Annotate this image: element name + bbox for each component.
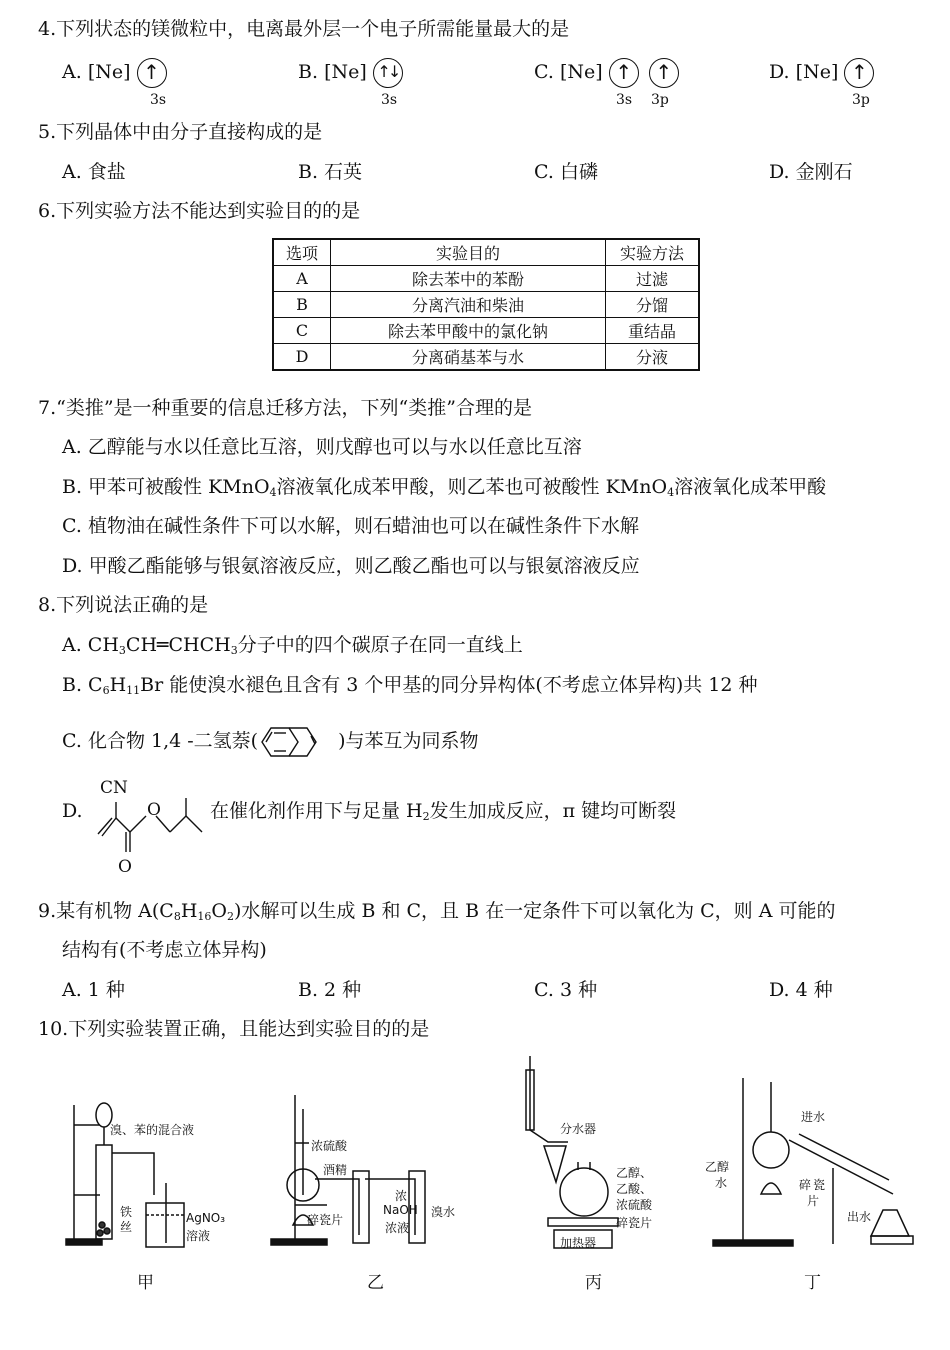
apparatus-label: 加热器	[560, 1236, 597, 1250]
option-label: A.	[62, 61, 82, 83]
q5-option-b[interactable]: B. 石英	[298, 161, 363, 183]
apparatus-label: 分水器	[560, 1122, 597, 1136]
text: )水解可以生成 B 和 C，且 B 在一定条件下可以氧化为 C，则 A 可能的	[234, 900, 836, 922]
q7-option-b[interactable]	[62, 474, 826, 500]
text: 溶液氧化成苯甲酸	[674, 476, 827, 498]
distillation-apparatus-icon	[703, 1068, 921, 1250]
cyano-label: CN	[100, 778, 128, 798]
q5-option-a[interactable]: A. 食盐	[62, 161, 126, 183]
text: 发生加成反应，π 键均可断裂	[429, 800, 677, 822]
apparatus-yi	[265, 1075, 480, 1250]
option-label: D.	[769, 61, 790, 83]
q8-option-b[interactable]	[62, 672, 758, 698]
option-label: C.	[534, 61, 554, 83]
q4-option-a[interactable]	[62, 58, 167, 88]
apparatus-label: 碎	[799, 1178, 812, 1192]
q4-stem: 4.下列状态的镁微粒中，电离最外层一个电子所需能量最大的是	[38, 18, 570, 40]
q8-option-d-text[interactable]	[210, 798, 676, 824]
text: 溶液氧化成苯甲酸，则乙苯也可被酸性 KMnO	[276, 476, 668, 498]
table-cell: C	[273, 318, 331, 344]
apparatus-label: 铁	[120, 1205, 133, 1219]
q4-option-d[interactable]	[769, 58, 874, 88]
table-cell: D	[273, 344, 331, 371]
orbital-box: ↑	[137, 58, 167, 88]
q4-option-b[interactable]	[298, 58, 403, 88]
experiment-table	[272, 238, 700, 371]
ethylene-apparatus-icon	[265, 1075, 480, 1250]
apparatus-label: 进水	[801, 1110, 826, 1124]
option-label: B.	[298, 61, 319, 83]
text: H	[180, 900, 198, 922]
table-header: 实验目的	[331, 239, 606, 266]
dihydronaphthalene-structure-icon	[258, 724, 338, 760]
table-header: 选项	[273, 239, 331, 266]
apparatus-label: 浓硫酸	[311, 1139, 348, 1153]
apparatus-label: 溶液	[186, 1229, 211, 1243]
ester-oxygen-label: O	[147, 800, 161, 820]
table-row	[273, 344, 699, 371]
q7-stem: 7.“类推”是一种重要的信息迁移方法，下列“类推”合理的是	[38, 397, 532, 419]
orbital-box: ↑	[649, 58, 679, 88]
q4-option-c[interactable]	[534, 58, 679, 88]
subscript: 8	[173, 910, 181, 923]
carbonyl-oxygen-label: O	[118, 857, 132, 877]
q6-stem: 6.下列实验方法不能达到实验目的的是	[38, 200, 361, 222]
apparatus-label: 乙酸、	[616, 1182, 653, 1196]
q8-option-d-label[interactable]: D.	[62, 800, 83, 822]
table-cell: 过滤	[606, 266, 700, 292]
text: H	[109, 674, 127, 696]
subscript: 4	[269, 486, 277, 499]
orbital-label: 3s	[150, 92, 167, 108]
apparatus-label: 瓷	[813, 1178, 826, 1192]
table-cell: 分离汽油和柴油	[331, 292, 606, 318]
apparatus-label: 浓硫酸	[616, 1198, 653, 1212]
apparatus-label: 溴水	[431, 1205, 456, 1219]
orbital-label: 3p	[852, 92, 870, 108]
text: A. CH	[62, 634, 119, 656]
q5-stem: 5.下列晶体中由分子直接构成的是	[38, 121, 323, 143]
table-cell: 除去苯中的苯酚	[331, 266, 606, 292]
q9-option-c[interactable]: C. 3 种	[534, 979, 598, 1001]
q9-option-a[interactable]: A. 1 种	[62, 979, 125, 1001]
noble-core: [Ne]	[87, 61, 131, 83]
q9-stem	[38, 898, 835, 924]
table-cell: A	[273, 266, 331, 292]
subscript: 2	[227, 910, 234, 923]
q5-option-d[interactable]: D. 金刚石	[769, 161, 853, 183]
apparatus-jia	[62, 1075, 242, 1250]
table-row	[273, 292, 699, 318]
text: C. 化合物 1,4 -二氢萘(	[62, 730, 259, 752]
text: B. 甲苯可被酸性 KMnO	[62, 476, 270, 498]
q8-option-c[interactable]	[62, 724, 479, 760]
apparatus-label: 碎瓷片	[616, 1216, 653, 1230]
text: )与苯互为同系物	[338, 730, 479, 752]
noble-core: [Ne]	[795, 61, 839, 83]
orbital-label: 3s	[616, 92, 633, 108]
text: 9.某有机物 A(C	[38, 900, 174, 922]
apparatus-label: 水	[715, 1176, 728, 1190]
text: CH═CHCH	[125, 634, 231, 656]
text: Br 能使溴水褪色且含有 3 个甲基的同分异构体(不考虑立体异构)共 12 种	[140, 674, 758, 696]
q8-stem: 8.下列说法正确的是	[38, 594, 209, 616]
apparatus-label: 浓	[395, 1189, 408, 1203]
subscript: 3	[230, 644, 238, 657]
apparatus-caption: 甲	[137, 1273, 154, 1293]
subscript: 4	[667, 486, 675, 499]
table-row	[273, 266, 699, 292]
table-cell: 分馏	[606, 292, 700, 318]
table-cell: B	[273, 292, 331, 318]
noble-core: [Ne]	[324, 61, 367, 83]
q9-option-d[interactable]: D. 4 种	[769, 979, 833, 1001]
cyanoacrylate-structure-icon	[90, 796, 210, 860]
apparatus-label: 乙醇	[705, 1160, 730, 1174]
apparatus-label: 出水	[847, 1210, 872, 1224]
apparatus-ding	[703, 1068, 921, 1250]
text: 在催化剂作用下与足量 H	[210, 800, 423, 822]
orbital-label: 3p	[651, 92, 669, 108]
subscript: 6	[102, 684, 110, 697]
orbital-box: ↑	[844, 58, 874, 88]
q5-option-c[interactable]: C. 白磷	[534, 161, 598, 183]
apparatus-label: 溴、苯的混合液	[110, 1123, 195, 1137]
text: 分子中的四个碳原子在同一直线上	[237, 634, 523, 656]
table-cell: 分离硝基苯与水	[331, 344, 606, 371]
q10-stem: 10.下列实验装置正确，且能达到实验目的的是	[38, 1018, 430, 1040]
apparatus-label: 酒精	[323, 1163, 348, 1177]
orbital-box: ↑↓	[373, 58, 403, 88]
q7-option-c[interactable]: C. 植物油在碱性条件下可以水解，则石蜡油也可以在碱性条件下水解	[62, 515, 639, 537]
apparatus-label: 乙醇、	[616, 1166, 653, 1180]
orbital-label: 3s	[381, 92, 398, 108]
apparatus-label: NaOH	[383, 1203, 418, 1217]
q8-option-a[interactable]	[62, 632, 523, 658]
q9-option-b[interactable]: B. 2 种	[298, 979, 362, 1001]
orbital-box: ↑	[609, 58, 639, 88]
table-header: 实验方法	[606, 239, 700, 266]
noble-core: [Ne]	[559, 61, 603, 83]
apparatus-label: 碎瓷片	[307, 1213, 344, 1227]
apparatus-caption: 丁	[804, 1273, 821, 1293]
apparatus-bing	[508, 1052, 668, 1252]
table-header-row	[273, 239, 699, 266]
q7-option-d[interactable]: D. 甲酸乙酯能够与银氨溶液反应，则乙酸乙酯也可以与银氨溶液反应	[62, 555, 640, 577]
apparatus-label: 丝	[120, 1220, 133, 1234]
apparatus-label: AgNO₃	[186, 1211, 226, 1225]
apparatus-caption: 丙	[585, 1273, 602, 1293]
subscript: 2	[422, 810, 430, 823]
subscript: 11	[126, 684, 141, 697]
q9-stem-line2: 结构有(不考虑立体异构)	[62, 939, 267, 961]
apparatus-label: 片	[807, 1194, 820, 1208]
subscript: 16	[197, 910, 212, 923]
subscript: 3	[118, 644, 126, 657]
table-cell: 分液	[606, 344, 700, 371]
table-cell: 除去苯甲酸中的氯化钠	[331, 318, 606, 344]
apparatus-label: 浓液	[385, 1221, 410, 1235]
text: B. C	[62, 674, 103, 696]
table-cell: 重结晶	[606, 318, 700, 344]
table-row	[273, 318, 699, 344]
apparatus-caption: 乙	[367, 1273, 384, 1293]
text: O	[211, 900, 227, 922]
q7-option-a[interactable]: A. 乙醇能与水以任意比互溶，则戊醇也可以与水以任意比互溶	[62, 436, 582, 458]
